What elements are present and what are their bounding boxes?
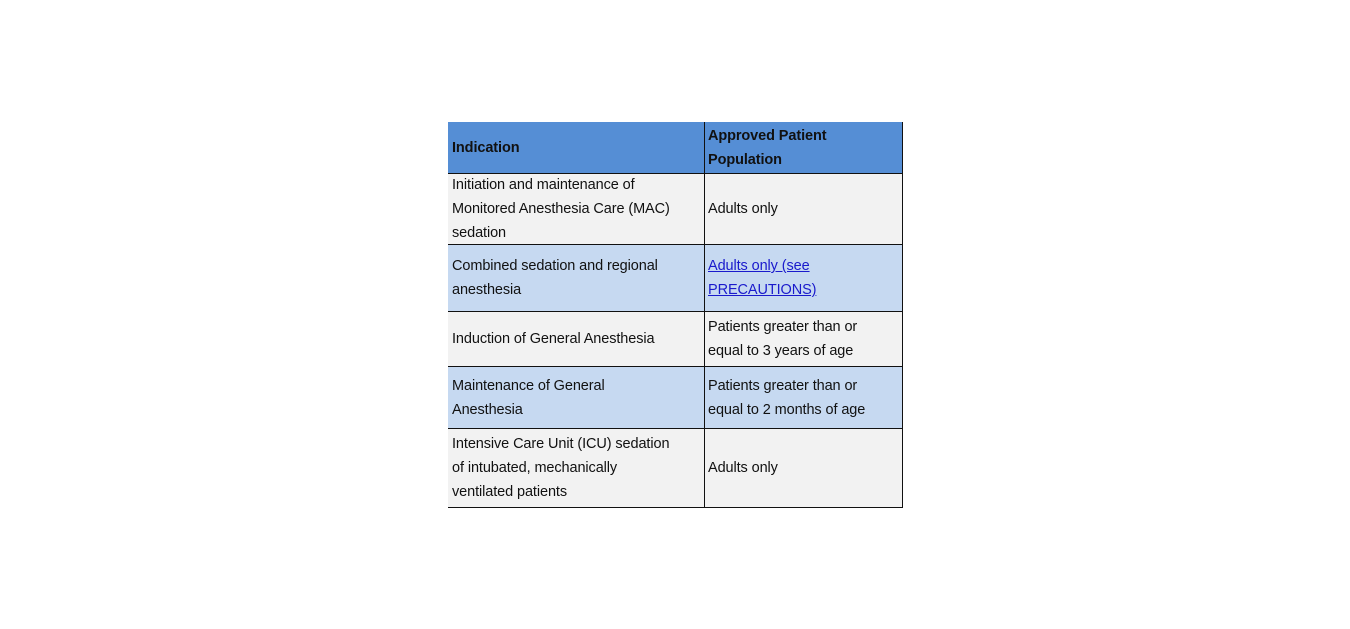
cell-text: equal to 3 years of age bbox=[708, 343, 854, 359]
cell-text: Adults only bbox=[708, 201, 778, 217]
table-row bbox=[448, 245, 903, 312]
table-row bbox=[448, 174, 903, 245]
population-cell bbox=[705, 245, 903, 311]
cell-text: Patients greater than or bbox=[708, 319, 858, 335]
cell-text: Adults only bbox=[708, 460, 778, 476]
cell-text: equal to 2 months of age bbox=[708, 401, 866, 418]
table-row bbox=[448, 367, 903, 429]
precautions-link[interactable]: PRECAUTIONS) bbox=[708, 282, 817, 298]
cell-text: ventilated patients bbox=[452, 484, 567, 500]
cell-text: Anesthesia bbox=[452, 401, 523, 418]
header-indication bbox=[448, 122, 705, 173]
header-text: Population bbox=[708, 151, 782, 168]
table-header-row bbox=[448, 122, 903, 174]
precautions-link[interactable]: Adults only (see bbox=[708, 258, 810, 274]
table-row bbox=[448, 429, 903, 508]
header-text: Approved Patient bbox=[708, 127, 827, 144]
cell-text: Maintenance of General bbox=[452, 377, 605, 394]
indications-table bbox=[448, 122, 903, 508]
header-text: Indication bbox=[452, 139, 520, 156]
cell-text: Initiation and maintenance of bbox=[452, 177, 635, 193]
cell-text: Combined sedation and regional bbox=[452, 258, 658, 274]
indication-cell bbox=[448, 312, 705, 366]
population-cell bbox=[705, 312, 903, 366]
indication-cell bbox=[448, 429, 705, 507]
header-population bbox=[705, 122, 903, 173]
cell-text: Monitored Anesthesia Care (MAC) bbox=[452, 201, 670, 217]
cell-text: anesthesia bbox=[452, 282, 522, 298]
cell-text: of intubated, mechanically bbox=[452, 460, 618, 476]
table-row bbox=[448, 312, 903, 367]
population-cell bbox=[705, 174, 903, 244]
indication-cell bbox=[448, 367, 705, 428]
cell-text: Induction of General Anesthesia bbox=[452, 331, 655, 347]
population-cell bbox=[705, 429, 903, 507]
cell-text: Patients greater than or bbox=[708, 377, 858, 394]
indication-cell bbox=[448, 174, 705, 244]
indication-cell bbox=[448, 245, 705, 311]
cell-text: Intensive Care Unit (ICU) sedation bbox=[452, 436, 670, 452]
population-cell bbox=[705, 367, 903, 428]
cell-text: sedation bbox=[452, 225, 507, 241]
